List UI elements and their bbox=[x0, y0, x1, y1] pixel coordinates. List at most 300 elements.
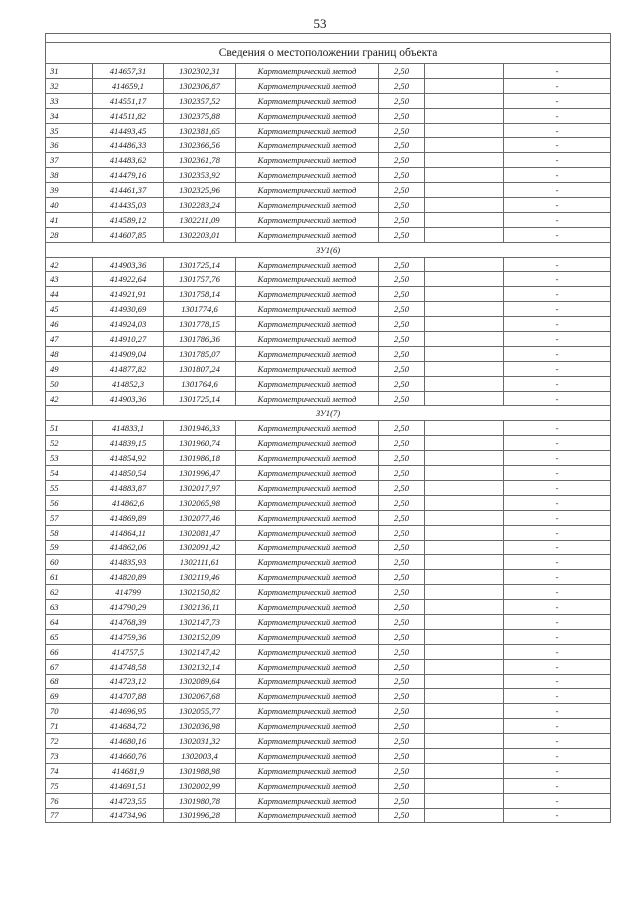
cell-note bbox=[425, 332, 504, 347]
cell-method: Картометрический метод bbox=[236, 302, 379, 317]
cell-description: - bbox=[504, 227, 611, 242]
cell-description: - bbox=[504, 153, 611, 168]
cell-coord-x: 414493,45 bbox=[93, 123, 164, 138]
cell-coord-x: 414479,16 bbox=[93, 168, 164, 183]
cell-coord-x: 414835,93 bbox=[93, 555, 164, 570]
cell-method: Картометрический метод bbox=[236, 644, 379, 659]
cell-note bbox=[425, 659, 504, 674]
cell-note bbox=[425, 123, 504, 138]
table-row bbox=[46, 64, 611, 79]
cell-point-number: 50 bbox=[46, 376, 93, 391]
cell-coord-x: 414768,39 bbox=[93, 614, 164, 629]
cell-method: Картометрический метод bbox=[236, 689, 379, 704]
cell-description: - bbox=[504, 361, 611, 376]
cell-coord-x: 414461,37 bbox=[93, 183, 164, 198]
cell-description: - bbox=[504, 376, 611, 391]
cell-description: - bbox=[504, 93, 611, 108]
cell-method: Картометрический метод bbox=[236, 674, 379, 689]
cell-coord-y: 1301946,33 bbox=[164, 421, 236, 436]
cell-point-number: 66 bbox=[46, 644, 93, 659]
cell-method: Картометрический метод bbox=[236, 734, 379, 749]
cell-coord-y: 1301996,47 bbox=[164, 466, 236, 481]
cell-note bbox=[425, 451, 504, 466]
cell-coord-x: 414862,6 bbox=[93, 495, 164, 510]
cell-description: - bbox=[504, 614, 611, 629]
cell-coord-x: 414850,54 bbox=[93, 466, 164, 481]
cell-coord-y: 1302302,31 bbox=[164, 64, 236, 79]
cell-point-number: 31 bbox=[46, 64, 93, 79]
cell-description: - bbox=[504, 138, 611, 153]
cell-coord-y: 1302152,09 bbox=[164, 629, 236, 644]
cell-point-number: 45 bbox=[46, 302, 93, 317]
cell-note bbox=[425, 346, 504, 361]
cell-method: Картометрический метод bbox=[236, 212, 379, 227]
table-row bbox=[46, 719, 611, 734]
cell-note bbox=[425, 525, 504, 540]
cell-coord-x: 414757,5 bbox=[93, 644, 164, 659]
cell-coord-x: 414799 bbox=[93, 585, 164, 600]
cell-point-number: 39 bbox=[46, 183, 93, 198]
cell-method: Картометрический метод bbox=[236, 763, 379, 778]
cell-method: Картометрический метод bbox=[236, 704, 379, 719]
table-row bbox=[46, 600, 611, 615]
cell-coord-x: 414551,17 bbox=[93, 93, 164, 108]
cell-accuracy: 2,50 bbox=[379, 510, 425, 525]
cell-point-number: 61 bbox=[46, 570, 93, 585]
cell-note bbox=[425, 495, 504, 510]
cell-note bbox=[425, 510, 504, 525]
cell-coord-y: 1301725,14 bbox=[164, 257, 236, 272]
cell-accuracy: 2,50 bbox=[379, 212, 425, 227]
page-number: 53 bbox=[313, 16, 327, 31]
table-row bbox=[46, 93, 611, 108]
cell-point-number: 36 bbox=[46, 138, 93, 153]
cell-accuracy: 2,50 bbox=[379, 93, 425, 108]
cell-description: - bbox=[504, 734, 611, 749]
table-row bbox=[46, 689, 611, 704]
cell-accuracy: 2,50 bbox=[379, 644, 425, 659]
cell-note bbox=[425, 361, 504, 376]
cell-point-number: 54 bbox=[46, 466, 93, 481]
table-row bbox=[46, 287, 611, 302]
cell-method: Картометрический метод bbox=[236, 466, 379, 481]
cell-accuracy: 2,50 bbox=[379, 719, 425, 734]
cell-method: Картометрический метод bbox=[236, 332, 379, 347]
cell-note bbox=[425, 600, 504, 615]
cell-description: - bbox=[504, 600, 611, 615]
cell-method: Картометрический метод bbox=[236, 614, 379, 629]
section-row bbox=[46, 242, 611, 257]
cell-description: - bbox=[504, 719, 611, 734]
cell-coord-x: 414903,36 bbox=[93, 257, 164, 272]
cell-coord-y: 1302119,46 bbox=[164, 570, 236, 585]
cell-note bbox=[425, 168, 504, 183]
cell-point-number: 77 bbox=[46, 808, 93, 823]
table-row bbox=[46, 138, 611, 153]
cell-accuracy: 2,50 bbox=[379, 302, 425, 317]
cell-point-number: 69 bbox=[46, 689, 93, 704]
cell-accuracy: 2,50 bbox=[379, 257, 425, 272]
cell-note bbox=[425, 257, 504, 272]
cell-note bbox=[425, 614, 504, 629]
cell-note bbox=[425, 644, 504, 659]
cell-description: - bbox=[504, 212, 611, 227]
cell-note bbox=[425, 227, 504, 242]
cell-description: - bbox=[504, 644, 611, 659]
cell-note bbox=[425, 272, 504, 287]
cell-coord-y: 1302147,73 bbox=[164, 614, 236, 629]
cell-method: Картометрический метод bbox=[236, 570, 379, 585]
table-row bbox=[46, 361, 611, 376]
cell-point-number: 42 bbox=[46, 391, 93, 406]
cell-description: - bbox=[504, 808, 611, 823]
cell-note bbox=[425, 421, 504, 436]
cell-description: - bbox=[504, 585, 611, 600]
cell-accuracy: 2,50 bbox=[379, 555, 425, 570]
cell-coord-y: 1302017,97 bbox=[164, 480, 236, 495]
cell-accuracy: 2,50 bbox=[379, 793, 425, 808]
cell-note bbox=[425, 466, 504, 481]
table-row bbox=[46, 257, 611, 272]
cell-note bbox=[425, 93, 504, 108]
cell-method: Картометрический метод bbox=[236, 451, 379, 466]
cell-accuracy: 2,50 bbox=[379, 287, 425, 302]
cell-coord-y: 1302077,46 bbox=[164, 510, 236, 525]
cell-description: - bbox=[504, 64, 611, 79]
cell-point-number: 65 bbox=[46, 629, 93, 644]
cell-coord-y: 1302136,11 bbox=[164, 600, 236, 615]
cell-note bbox=[425, 689, 504, 704]
cell-point-number: 70 bbox=[46, 704, 93, 719]
cell-coord-y: 1302150,82 bbox=[164, 585, 236, 600]
cell-description: - bbox=[504, 629, 611, 644]
table-row bbox=[46, 108, 611, 123]
cell-accuracy: 2,50 bbox=[379, 674, 425, 689]
cell-method: Картометрический метод bbox=[236, 257, 379, 272]
cell-method: Картометрический метод bbox=[236, 183, 379, 198]
cell-note bbox=[425, 778, 504, 793]
cell-description: - bbox=[504, 451, 611, 466]
cell-point-number: 57 bbox=[46, 510, 93, 525]
section-row bbox=[46, 406, 611, 421]
cell-method: Картометрический метод bbox=[236, 555, 379, 570]
cell-point-number: 40 bbox=[46, 198, 93, 213]
cell-accuracy: 2,50 bbox=[379, 108, 425, 123]
cell-coord-x: 414903,36 bbox=[93, 391, 164, 406]
cell-coord-y: 1302353,92 bbox=[164, 168, 236, 183]
cell-accuracy: 2,50 bbox=[379, 123, 425, 138]
cell-method: Картометрический метод bbox=[236, 317, 379, 332]
table-row bbox=[46, 78, 611, 93]
cell-accuracy: 2,50 bbox=[379, 466, 425, 481]
cell-accuracy: 2,50 bbox=[379, 451, 425, 466]
cell-coord-x: 414660,76 bbox=[93, 748, 164, 763]
table-row bbox=[46, 570, 611, 585]
cell-method: Картометрический метод bbox=[236, 793, 379, 808]
cell-method: Картометрический метод bbox=[236, 778, 379, 793]
cell-description: - bbox=[504, 257, 611, 272]
cell-accuracy: 2,50 bbox=[379, 614, 425, 629]
cell-method: Картометрический метод bbox=[236, 748, 379, 763]
table-row bbox=[46, 272, 611, 287]
cell-accuracy: 2,50 bbox=[379, 600, 425, 615]
cell-coord-y: 1302366,56 bbox=[164, 138, 236, 153]
cell-point-number: 53 bbox=[46, 451, 93, 466]
table-row bbox=[46, 510, 611, 525]
cell-accuracy: 2,50 bbox=[379, 763, 425, 778]
cell-coord-y: 1302147,42 bbox=[164, 644, 236, 659]
cell-note bbox=[425, 763, 504, 778]
table-row bbox=[46, 555, 611, 570]
cell-description: - bbox=[504, 510, 611, 525]
cell-coord-x: 414696,95 bbox=[93, 704, 164, 719]
table-row bbox=[46, 614, 611, 629]
cell-coord-y: 1301764,6 bbox=[164, 376, 236, 391]
cell-coord-y: 1302065,98 bbox=[164, 495, 236, 510]
table-row bbox=[46, 123, 611, 138]
cell-coord-x: 414511,82 bbox=[93, 108, 164, 123]
cell-coord-x: 414910,27 bbox=[93, 332, 164, 347]
cell-method: Картометрический метод bbox=[236, 64, 379, 79]
table-row bbox=[46, 734, 611, 749]
table-row bbox=[46, 227, 611, 242]
cell-note bbox=[425, 748, 504, 763]
cell-description: - bbox=[504, 704, 611, 719]
cell-coord-y: 1301757,76 bbox=[164, 272, 236, 287]
cell-note bbox=[425, 153, 504, 168]
cell-accuracy: 2,50 bbox=[379, 64, 425, 79]
cell-accuracy: 2,50 bbox=[379, 480, 425, 495]
boundary-coordinates-table bbox=[45, 33, 611, 823]
cell-note bbox=[425, 212, 504, 227]
cell-method: Картометрический метод bbox=[236, 436, 379, 451]
cell-coord-x: 414790,29 bbox=[93, 600, 164, 615]
cell-description: - bbox=[504, 317, 611, 332]
cell-method: Картометрический метод bbox=[236, 480, 379, 495]
table-body bbox=[46, 34, 611, 823]
cell-coord-y: 1301758,14 bbox=[164, 287, 236, 302]
cell-coord-x: 414723,55 bbox=[93, 793, 164, 808]
cell-accuracy: 2,50 bbox=[379, 346, 425, 361]
cell-accuracy: 2,50 bbox=[379, 659, 425, 674]
cell-accuracy: 2,50 bbox=[379, 227, 425, 242]
cell-note bbox=[425, 183, 504, 198]
cell-description: - bbox=[504, 198, 611, 213]
cell-coord-y: 1301960,74 bbox=[164, 436, 236, 451]
cell-point-number: 74 bbox=[46, 763, 93, 778]
cell-note bbox=[425, 302, 504, 317]
cell-method: Картометрический метод bbox=[236, 510, 379, 525]
cell-method: Картометрический метод bbox=[236, 361, 379, 376]
cell-accuracy: 2,50 bbox=[379, 495, 425, 510]
table-row bbox=[46, 704, 611, 719]
cell-note bbox=[425, 808, 504, 823]
section-label: ЗУ1(6) bbox=[46, 242, 611, 257]
table-row bbox=[46, 421, 611, 436]
table-row bbox=[46, 183, 611, 198]
cell-point-number: 52 bbox=[46, 436, 93, 451]
cell-point-number: 33 bbox=[46, 93, 93, 108]
cell-description: - bbox=[504, 466, 611, 481]
cell-note bbox=[425, 108, 504, 123]
cell-coord-y: 1302203,01 bbox=[164, 227, 236, 242]
cell-note bbox=[425, 436, 504, 451]
cell-accuracy: 2,50 bbox=[379, 138, 425, 153]
cell-method: Картометрический метод bbox=[236, 272, 379, 287]
cell-note bbox=[425, 287, 504, 302]
cell-description: - bbox=[504, 689, 611, 704]
cell-point-number: 73 bbox=[46, 748, 93, 763]
cell-method: Картометрический метод bbox=[236, 153, 379, 168]
cell-accuracy: 2,50 bbox=[379, 778, 425, 793]
cell-note bbox=[425, 78, 504, 93]
cell-method: Картометрический метод bbox=[236, 540, 379, 555]
table-row bbox=[46, 778, 611, 793]
cell-method: Картометрический метод bbox=[236, 659, 379, 674]
cell-point-number: 59 bbox=[46, 540, 93, 555]
cell-coord-x: 414734,96 bbox=[93, 808, 164, 823]
cell-description: - bbox=[504, 555, 611, 570]
cell-method: Картометрический метод bbox=[236, 376, 379, 391]
cell-accuracy: 2,50 bbox=[379, 317, 425, 332]
cell-coord-x: 414854,92 bbox=[93, 451, 164, 466]
cell-point-number: 35 bbox=[46, 123, 93, 138]
table-row bbox=[46, 748, 611, 763]
cell-coord-x: 414862,06 bbox=[93, 540, 164, 555]
cell-accuracy: 2,50 bbox=[379, 585, 425, 600]
cell-coord-x: 414607,85 bbox=[93, 227, 164, 242]
cell-coord-y: 1302211,09 bbox=[164, 212, 236, 227]
cell-point-number: 48 bbox=[46, 346, 93, 361]
cell-accuracy: 2,50 bbox=[379, 704, 425, 719]
cell-description: - bbox=[504, 659, 611, 674]
cell-note bbox=[425, 480, 504, 495]
cell-description: - bbox=[504, 748, 611, 763]
cell-description: - bbox=[504, 540, 611, 555]
table-row bbox=[46, 585, 611, 600]
cell-note bbox=[425, 704, 504, 719]
cell-point-number: 55 bbox=[46, 480, 93, 495]
cell-point-number: 68 bbox=[46, 674, 93, 689]
cell-coord-x: 414748,58 bbox=[93, 659, 164, 674]
cell-coord-y: 1302132,14 bbox=[164, 659, 236, 674]
table-row bbox=[46, 763, 611, 778]
cell-method: Картометрический метод bbox=[236, 525, 379, 540]
cell-point-number: 32 bbox=[46, 78, 93, 93]
cell-method: Картометрический метод bbox=[236, 585, 379, 600]
cell-point-number: 71 bbox=[46, 719, 93, 734]
cell-coord-x: 414820,89 bbox=[93, 570, 164, 585]
cell-point-number: 56 bbox=[46, 495, 93, 510]
cell-point-number: 60 bbox=[46, 555, 93, 570]
cell-description: - bbox=[504, 391, 611, 406]
cell-accuracy: 2,50 bbox=[379, 272, 425, 287]
section-label: ЗУ1(7) bbox=[46, 406, 611, 421]
cell-coord-y: 1302081,47 bbox=[164, 525, 236, 540]
table-row bbox=[46, 525, 611, 540]
cell-coord-x: 414852,3 bbox=[93, 376, 164, 391]
cell-accuracy: 2,50 bbox=[379, 734, 425, 749]
cell-coord-x: 414833,1 bbox=[93, 421, 164, 436]
cell-coord-x: 414589,12 bbox=[93, 212, 164, 227]
cell-accuracy: 2,50 bbox=[379, 436, 425, 451]
cell-description: - bbox=[504, 495, 611, 510]
cell-coord-x: 414839,15 bbox=[93, 436, 164, 451]
cell-note bbox=[425, 629, 504, 644]
cell-coord-y: 1302031,32 bbox=[164, 734, 236, 749]
cell-method: Картометрический метод bbox=[236, 138, 379, 153]
cell-note bbox=[425, 64, 504, 79]
cell-method: Картометрический метод bbox=[236, 495, 379, 510]
cell-coord-x: 414657,31 bbox=[93, 64, 164, 79]
table-header bbox=[46, 43, 611, 64]
cell-point-number: 34 bbox=[46, 108, 93, 123]
cell-point-number: 58 bbox=[46, 525, 93, 540]
table-row bbox=[46, 168, 611, 183]
cell-point-number: 43 bbox=[46, 272, 93, 287]
cell-accuracy: 2,50 bbox=[379, 421, 425, 436]
cell-coord-y: 1301980,78 bbox=[164, 793, 236, 808]
cell-note bbox=[425, 734, 504, 749]
cell-coord-x: 414921,91 bbox=[93, 287, 164, 302]
cell-coord-x: 414759,36 bbox=[93, 629, 164, 644]
cell-point-number: 67 bbox=[46, 659, 93, 674]
cell-description: - bbox=[504, 480, 611, 495]
table-header-spacer bbox=[46, 34, 611, 43]
cell-method: Картометрический метод bbox=[236, 719, 379, 734]
cell-accuracy: 2,50 bbox=[379, 391, 425, 406]
cell-accuracy: 2,50 bbox=[379, 361, 425, 376]
cell-description: - bbox=[504, 332, 611, 347]
cell-coord-x: 414922,64 bbox=[93, 272, 164, 287]
cell-accuracy: 2,50 bbox=[379, 748, 425, 763]
table-row bbox=[46, 495, 611, 510]
cell-coord-x: 414659,1 bbox=[93, 78, 164, 93]
cell-point-number: 51 bbox=[46, 421, 93, 436]
cell-accuracy: 2,50 bbox=[379, 540, 425, 555]
cell-description: - bbox=[504, 272, 611, 287]
cell-coord-x: 414680,16 bbox=[93, 734, 164, 749]
cell-coord-x: 414883,87 bbox=[93, 480, 164, 495]
table-row bbox=[46, 317, 611, 332]
cell-coord-x: 414723,12 bbox=[93, 674, 164, 689]
cell-coord-y: 1302306,87 bbox=[164, 78, 236, 93]
cell-note bbox=[425, 391, 504, 406]
cell-coord-y: 1302361,78 bbox=[164, 153, 236, 168]
cell-coord-y: 1301774,6 bbox=[164, 302, 236, 317]
cell-description: - bbox=[504, 436, 611, 451]
cell-accuracy: 2,50 bbox=[379, 78, 425, 93]
cell-coord-x: 414869,89 bbox=[93, 510, 164, 525]
cell-description: - bbox=[504, 183, 611, 198]
cell-accuracy: 2,50 bbox=[379, 629, 425, 644]
cell-coord-x: 414909,04 bbox=[93, 346, 164, 361]
cell-coord-y: 1302381,65 bbox=[164, 123, 236, 138]
cell-note bbox=[425, 376, 504, 391]
cell-point-number: 41 bbox=[46, 212, 93, 227]
cell-description: - bbox=[504, 108, 611, 123]
cell-method: Картометрический метод bbox=[236, 198, 379, 213]
table-row bbox=[46, 674, 611, 689]
table-row bbox=[46, 629, 611, 644]
cell-description: - bbox=[504, 763, 611, 778]
cell-method: Картометрический метод bbox=[236, 108, 379, 123]
table-row bbox=[46, 346, 611, 361]
cell-coord-y: 1301725,14 bbox=[164, 391, 236, 406]
table-row bbox=[46, 466, 611, 481]
cell-note bbox=[425, 138, 504, 153]
table-row bbox=[46, 376, 611, 391]
